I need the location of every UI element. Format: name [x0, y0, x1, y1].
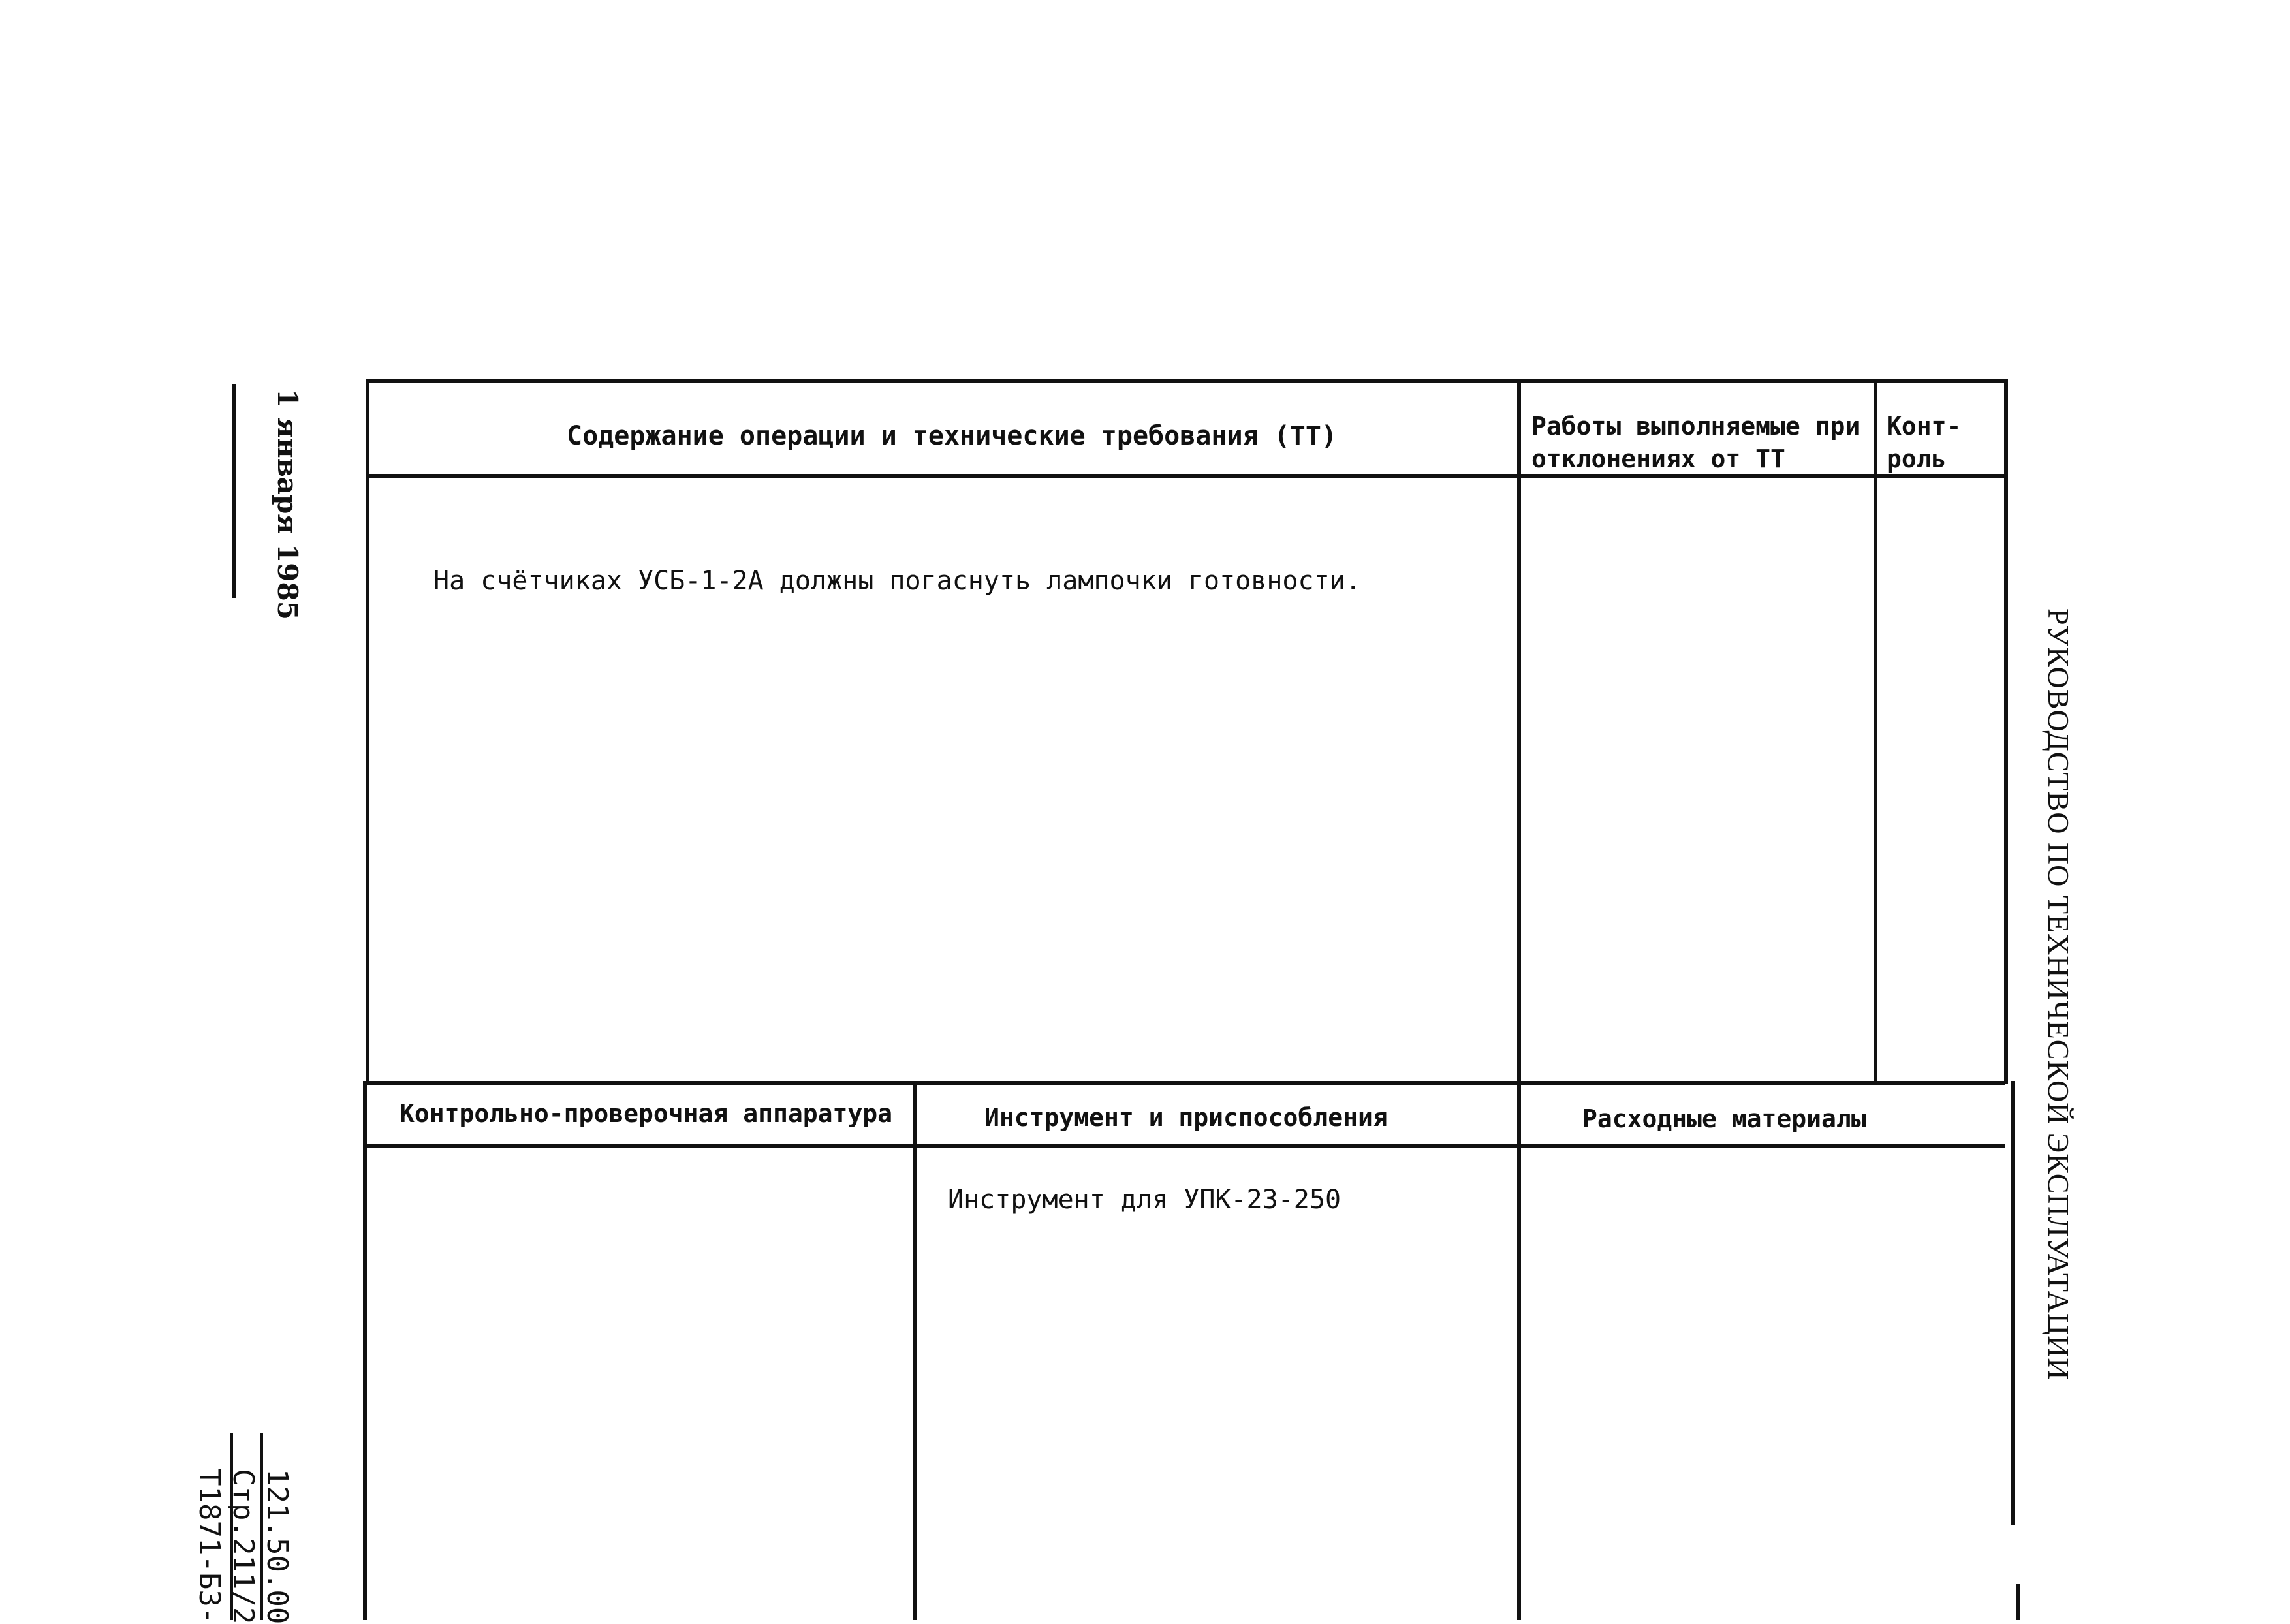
header-tools: Инструмент и приспособления — [984, 1103, 1388, 1132]
eq-table-divider-1 — [913, 1081, 917, 1620]
op-table-divider-2 — [1874, 379, 1877, 1084]
side-title — [2041, 608, 2076, 1381]
operation-content-text: На счётчиках УСБ-1-2А должны погаснуть лампочки готовности. — [433, 566, 1361, 596]
header-apparatus: Контрольно-проверочная аппаратура — [400, 1099, 892, 1128]
op-table-left-border — [366, 379, 369, 1084]
doc-number: 121.50.00 — [260, 1469, 294, 1624]
date-stamp — [272, 389, 303, 620]
eq-table-right-border-lower — [2016, 1584, 2020, 1620]
op-table-bottom-border — [363, 1081, 2005, 1085]
eq-table-header-border — [363, 1144, 2005, 1148]
eq-table-divider-2 — [1517, 1081, 1521, 1620]
header-content: Содержание операции и технические требования (ТТ) — [567, 421, 1338, 451]
header-deviations: Работы выполняемые при отклонениях от ТТ — [1531, 412, 1860, 473]
tools-text: Инструмент для УПК-23-250 — [948, 1185, 1341, 1215]
header-materials: Расходные материалы — [1582, 1104, 1866, 1133]
margin-rule-top — [232, 384, 236, 598]
date-stamp-text: 1 января 1985 — [272, 389, 304, 620]
op-table-top-border — [367, 379, 2005, 383]
doc-code: Т1871-Б3- — [193, 1469, 226, 1624]
page-ref — [192, 1469, 294, 1624]
header-control: Конт-роль — [1887, 412, 1962, 473]
op-table-divider-1 — [1517, 379, 1521, 1084]
side-title-text: РУКОВОДСТВО ПО ТЕХНИЧЕСКОЙ ЭКСПЛУАТАЦИИ — [2042, 608, 2075, 1381]
eq-table-right-border-upper — [2011, 1081, 2015, 1525]
eq-table-left-border — [363, 1081, 367, 1620]
page-number: Стр.211/2 — [227, 1469, 260, 1624]
op-table-right-border — [2004, 379, 2008, 1084]
